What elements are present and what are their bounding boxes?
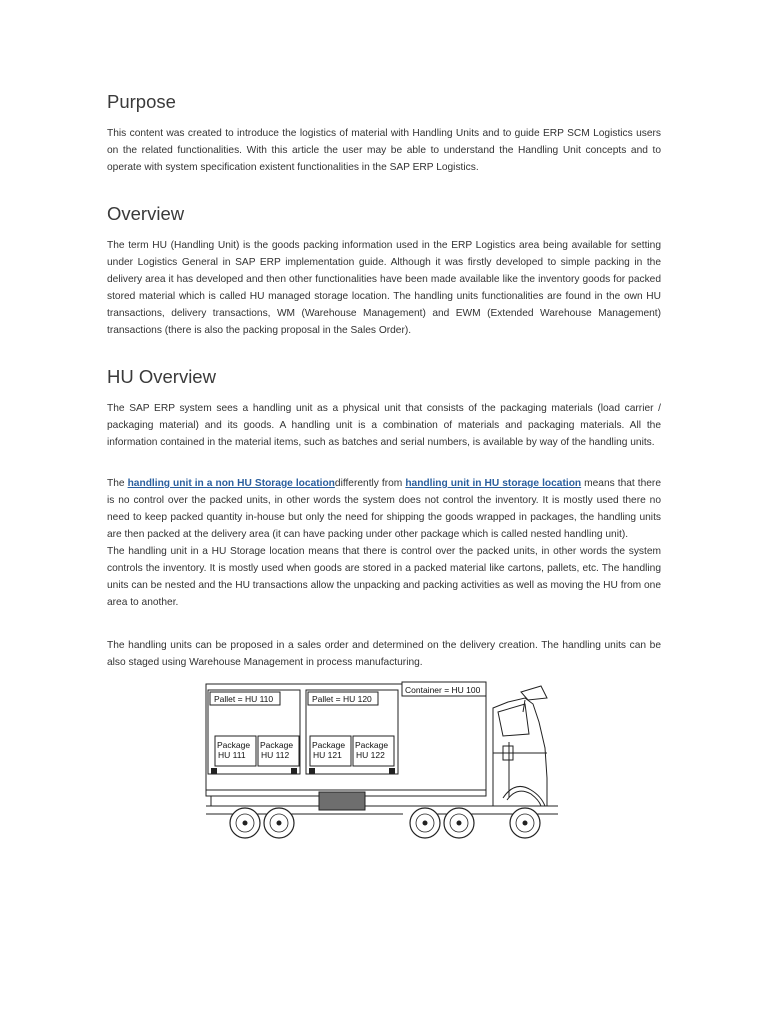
p2-rest: means that there is no control over the packed units, in other words the system does not control the inventory. It is mostly used there no need to keep packed quantity in-house but only the need for shipping the goods wrapped in packages, the handling units are then packed at the delivery area (it can have packing under other package which is called nested handling: [107, 478, 661, 540]
purpose-paragraph: This content was created to introduce the logistics of material with Handling Units and to guide ERP SCM Logistics users on the related functionalities. With this article the user may be able to understand the Handling Unit concepts and to operate with system specification existent functionalities in the SAP ERP Logistics.: [107, 128, 661, 173]
overview-heading: Overview: [107, 203, 185, 224]
package-1-line2: HU 111: [218, 750, 246, 760]
package-4-line1: Package: [355, 740, 389, 750]
package-4-line2: HU 122: [356, 750, 385, 760]
wheels: [230, 808, 540, 838]
package-3-line2: HU 121: [313, 750, 342, 760]
hu-overview-paragraph-3: The handling units can be proposed in a sales order and determined on the delivery creation. The handling units can be also staged using Warehouse Management in process manufacturing.: [107, 640, 661, 668]
link-non-hu-storage-location[interactable]: handling unit in a non HU Storage location: [127, 478, 335, 489]
overview-paragraph: The term HU (Handling Unit) is the goods packing information used in the ERP Logistics area being available for setting under Logistics General in SAP ERP implementation guide. Although it was firstly developed to simple packing in the delivery area it has developed and then other functionalities have been made available like the inventory goods for packed stored material which is called HU managed storage location. The handling units functionalities are found in the own HU transactions, delivery transactions, WM (Warehouse Management) and EWM (Extended Warehouse Management) transactions (there is also the packing proposal in the Sales Order).: [107, 240, 661, 336]
pallet-2-label: Pallet = HU 120: [312, 694, 372, 704]
pallet-1-label: Pallet = HU 110: [214, 694, 274, 704]
container-label: Container = HU 100: [405, 685, 481, 695]
p2-middle: differently from: [334, 478, 406, 489]
link-hu-storage-location[interactable]: handling unit in HU storage location: [405, 478, 582, 489]
fuel-tank: [319, 792, 365, 810]
package-2-line1: Package: [260, 740, 294, 750]
package-3-line1: Package: [312, 740, 346, 750]
p2-end: unit).: [605, 529, 629, 540]
package-2-line2: HU 112: [261, 750, 290, 760]
hu-overview-paragraph-2: [107, 475, 661, 611]
hu-overview-paragraph-1: The SAP ERP system sees a handling unit as a physical unit that consists of the packaging materials (load carrier / packaging material) and its goods. A handling unit is a combination of materials and packaging materials. All the information contained in the material items, such as batches and serial numbers, is available by way of the handling units.: [107, 403, 661, 448]
hu-overview-heading: HU Overview: [107, 366, 216, 387]
handling-unit-truck-diagram: [203, 678, 563, 848]
p2-second: The handling unit in a HU Storage location means that there is control over the packed units, in other words the system controls the inventory. It is mostly used when goods are stored in a packed material like cartons, pallets, etc. The handling units can be nested and the HU transactions allow the unpacking and packing activities as well as moving the HU from one area to another.: [107, 546, 661, 608]
package-1-line1: Package: [217, 740, 251, 750]
purpose-heading: Purpose: [107, 91, 176, 112]
truck-cab: [493, 686, 547, 806]
p2-prefix: The: [107, 478, 128, 489]
